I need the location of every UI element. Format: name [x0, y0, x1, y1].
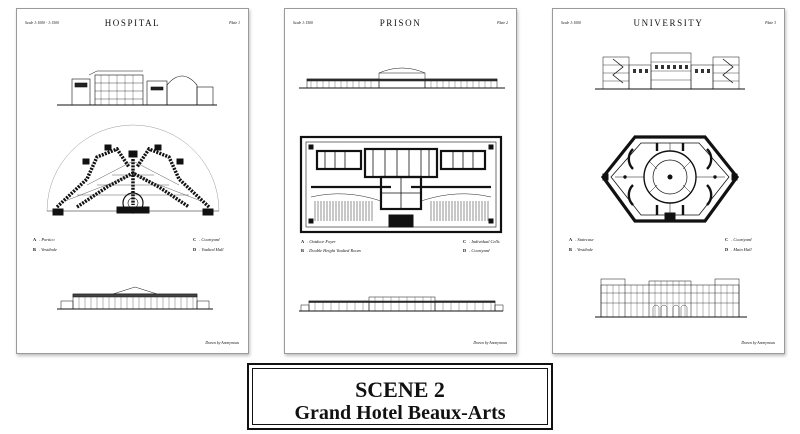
- legend-key: A: [569, 237, 573, 242]
- legend-label: Vestibule: [41, 247, 57, 252]
- scale-note: Scale 1:1000: [561, 21, 581, 25]
- legend-label: Vaulted Hall: [201, 247, 224, 252]
- legend-key: D: [193, 247, 197, 252]
- plate-number: Plate 3: [765, 21, 776, 25]
- university-section: [595, 53, 745, 89]
- legend-item: C . Individual Cells: [463, 239, 500, 244]
- legend-item: A . Staircase: [569, 237, 594, 242]
- legend-label: Double Height Vaulted Room: [309, 248, 361, 253]
- hospital-section: [57, 71, 217, 105]
- prison-section: [299, 68, 505, 88]
- sheet-title: HOSPITAL: [104, 18, 161, 28]
- sheet-title: UNIVERSITY: [633, 18, 704, 28]
- legend-label: Vestibule: [577, 247, 593, 252]
- legend-key: B: [569, 247, 572, 252]
- prison-sheet: [284, 8, 517, 354]
- legend-item: C . Courtyard: [725, 237, 752, 242]
- legend-key: D: [463, 248, 467, 253]
- caption-frame: [252, 368, 548, 425]
- scale-note: Scale 1:1000 - 1:1500: [25, 21, 59, 25]
- legend-key: B: [301, 248, 304, 253]
- legend-key: A: [33, 237, 37, 242]
- university-plan: [603, 137, 737, 221]
- prison-plan: [301, 137, 501, 232]
- legend-key: A: [301, 239, 305, 244]
- legend-item: D . Courtyard: [463, 248, 490, 253]
- university-elevation: [595, 279, 747, 317]
- legend-item: B . Double Height Vaulted Room: [301, 248, 361, 253]
- legend-item: C . Courtyard: [193, 237, 220, 242]
- legend-key: D: [725, 247, 729, 252]
- plate-number: Plate 1: [229, 21, 240, 25]
- legend-label: Outdoor Foyer: [309, 239, 336, 244]
- legend-key: C: [193, 237, 197, 242]
- hospital-plan: [47, 125, 219, 215]
- legend-label: Individual Cells: [471, 239, 500, 244]
- legend-label: Portico: [41, 237, 55, 242]
- hospital-sheet: [16, 8, 249, 354]
- prison-elevation: [299, 297, 503, 311]
- legend-key: C: [463, 239, 467, 244]
- legend-item: D . Main Hall: [725, 247, 752, 252]
- university-drawings: [553, 9, 786, 355]
- legend-key: B: [33, 247, 36, 252]
- hospital-elevation: [57, 287, 213, 309]
- legend-item: B . Vestibule: [33, 247, 57, 252]
- credit: Drawn by Anonymous: [473, 341, 507, 345]
- university-sheet: [552, 8, 785, 354]
- scale-note: Scale 1:1500: [293, 21, 313, 25]
- legend-item: A . Portico: [33, 237, 55, 242]
- scene-title: Grand Hotel Beaux-Arts: [294, 402, 506, 424]
- legend-key: C: [725, 237, 729, 242]
- sheet-title: PRISON: [379, 18, 422, 28]
- plate-number: Plate 2: [497, 21, 508, 25]
- legend-item: A . Outdoor Foyer: [301, 239, 336, 244]
- legend-label: Courtyard: [201, 237, 220, 242]
- legend-label: Courtyard: [471, 248, 490, 253]
- legend-item: D . Vaulted Hall: [193, 247, 224, 252]
- scene-number: SCENE 2: [355, 377, 445, 402]
- legend-label: Staircase: [577, 237, 594, 242]
- legend-item: B . Vestibule: [569, 247, 593, 252]
- credit: Drawn by Anonymous: [741, 341, 775, 345]
- hospital-drawings: [17, 9, 250, 355]
- scene-caption: [247, 363, 553, 430]
- legend-label: Courtyard: [733, 237, 752, 242]
- credit: Drawn by Anonymous: [205, 341, 239, 345]
- prison-drawings: [285, 9, 518, 355]
- legend-label: Main Hall: [733, 247, 752, 252]
